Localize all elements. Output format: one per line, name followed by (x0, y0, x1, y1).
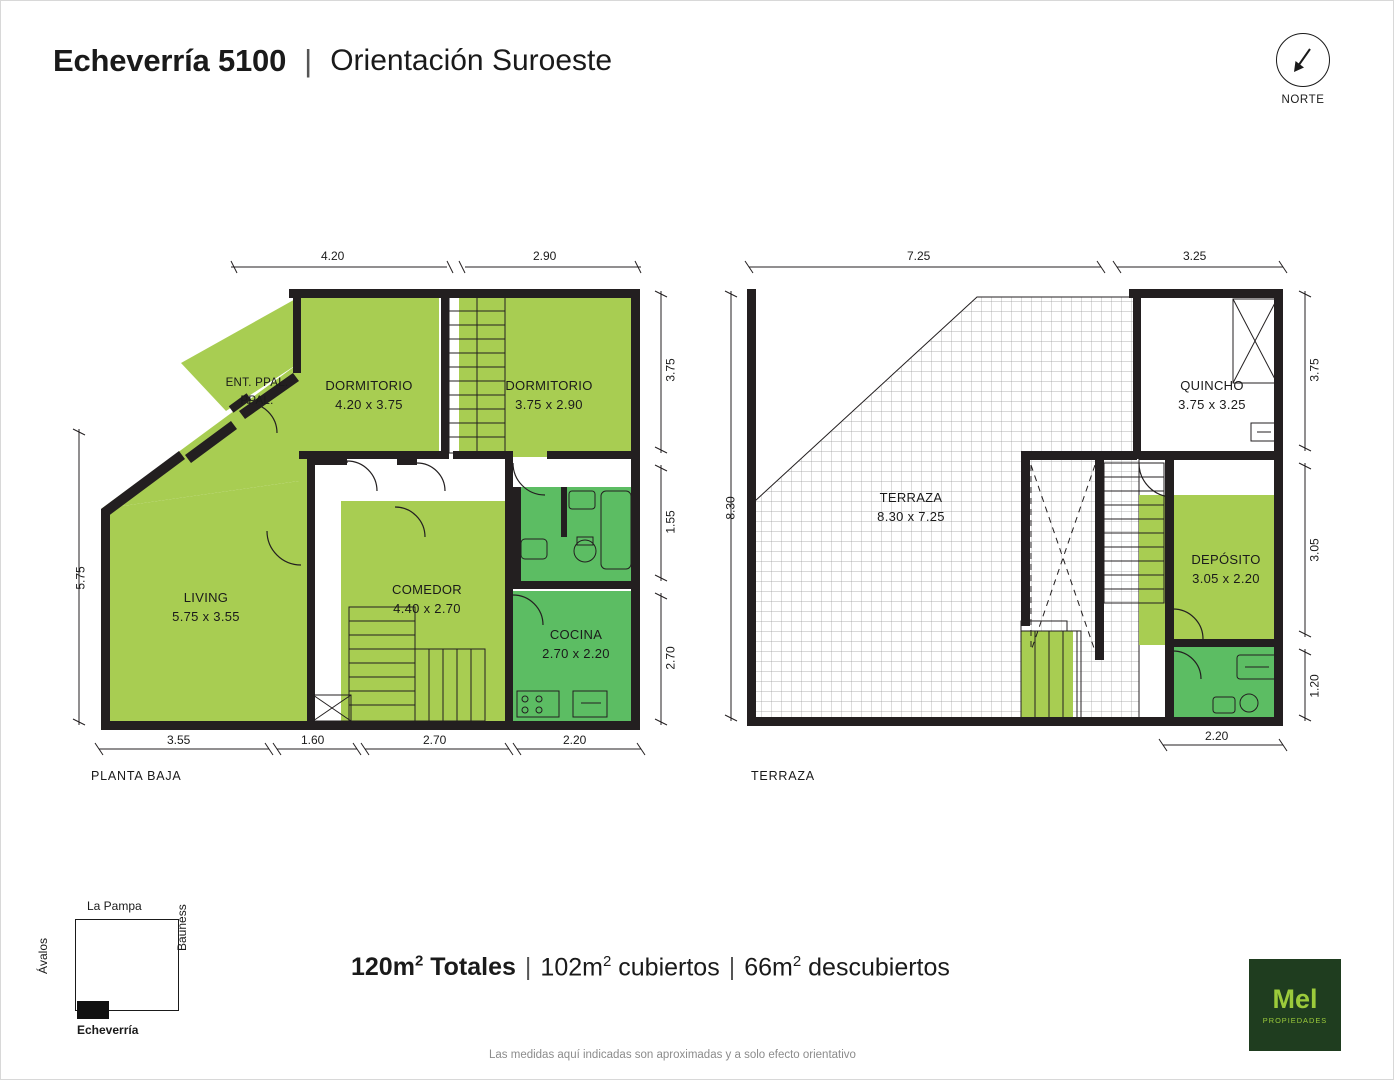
uncovered-value: 66m (744, 953, 793, 982)
locator-map (36, 891, 249, 1051)
plan-terraza (721, 251, 1341, 791)
terraza-drawing (721, 251, 1341, 771)
title-address: Echeverría 5100 (53, 43, 287, 78)
room-cocina: COCINA 2.70 x 2.20 (542, 627, 610, 661)
page-title (53, 43, 612, 79)
dim-t-top-1: 7.25 (907, 249, 931, 263)
dim-t-right-1: 3.75 (1307, 358, 1322, 382)
title-orientation: Orientación Suroeste (330, 44, 613, 77)
dim-t-right-3: 1.20 (1307, 674, 1322, 698)
totals-sep-2: | (728, 953, 736, 982)
dim-bottom-1: 3.55 (167, 733, 191, 747)
dim-t-bottom-1: 2.20 (1205, 729, 1229, 743)
dim-t-top-2: 3.25 (1183, 249, 1207, 263)
totals-summary (351, 953, 950, 982)
locator-street-top: La Pampa (87, 899, 142, 913)
dim-left-1: 5.75 (73, 566, 88, 590)
planta-baja-drawing (61, 251, 681, 771)
total-value: 120m (351, 953, 415, 982)
dim-top-2: 2.90 (533, 249, 557, 263)
room-dormitorio-1: DORMITORIO 4.20 x 3.75 (325, 378, 413, 412)
north-indicator (1265, 33, 1341, 106)
dim-top-1: 4.20 (321, 249, 345, 263)
locator-street-left: Ávalos (36, 937, 51, 975)
room-deposito: DEPÓSITO 3.05 x 2.20 (1191, 552, 1261, 586)
dim-right-3: 2.70 (663, 646, 678, 670)
north-label: NORTE (1281, 94, 1325, 106)
dim-bottom-2: 1.60 (301, 733, 325, 747)
dim-bottom-3: 2.70 (423, 733, 447, 747)
logo-name: Mel (1272, 983, 1318, 1014)
locator-street-bottom: Echeverría (77, 1023, 139, 1037)
room-ent-ppal: ENT. PPAL. (225, 377, 289, 389)
plan-planta-baja (61, 251, 681, 791)
title-separator: | (304, 43, 313, 78)
uncovered-sup: 2 (792, 953, 802, 970)
total-sup: 2 (414, 953, 424, 970)
dim-t-left-1: 8.30 (723, 496, 738, 520)
total-label: Totales (430, 953, 516, 982)
totals-sep-1: | (524, 953, 532, 982)
dim-right-1: 3.75 (663, 358, 678, 382)
dim-right-2: 1.55 (663, 510, 678, 534)
caption-terraza: TERRAZA (751, 769, 815, 783)
disclaimer-text: Las medidas aquí indicadas son aproximadas y a solo efecto orientativo (489, 1049, 856, 1061)
locator-block (75, 919, 179, 1011)
room-quincho: QUINCHO 3.75 x 3.25 (1178, 378, 1246, 412)
dim-t-right-2: 3.05 (1307, 538, 1322, 562)
room-dormitorio-2: DORMITORIO 3.75 x 2.90 (505, 378, 593, 412)
locator-property-marker (77, 1001, 109, 1019)
compass-circle (1276, 33, 1330, 87)
covered-label: cubiertos (618, 953, 720, 982)
caption-planta-baja: PLANTA BAJA (91, 769, 182, 783)
room-ent-ppal-line2: PPAL. (240, 395, 274, 407)
room-living: LIVING 5.75 x 3.55 (172, 590, 240, 624)
logo-subtitle: PROPIEDADES (1262, 1015, 1328, 1025)
covered-value: 102m (540, 953, 603, 982)
room-comedor: COMEDOR 4.40 x 2.70 (392, 582, 462, 616)
room-terraza: TERRAZA 8.30 x 7.25 (877, 490, 945, 524)
covered-sup: 2 (602, 953, 612, 970)
arrow-down-left-icon (1277, 34, 1329, 86)
locator-street-right: Bauness (175, 904, 189, 951)
dim-bottom-4: 2.20 (563, 733, 587, 747)
company-logo (1249, 959, 1341, 1051)
uncovered-label: descubiertos (808, 953, 950, 982)
